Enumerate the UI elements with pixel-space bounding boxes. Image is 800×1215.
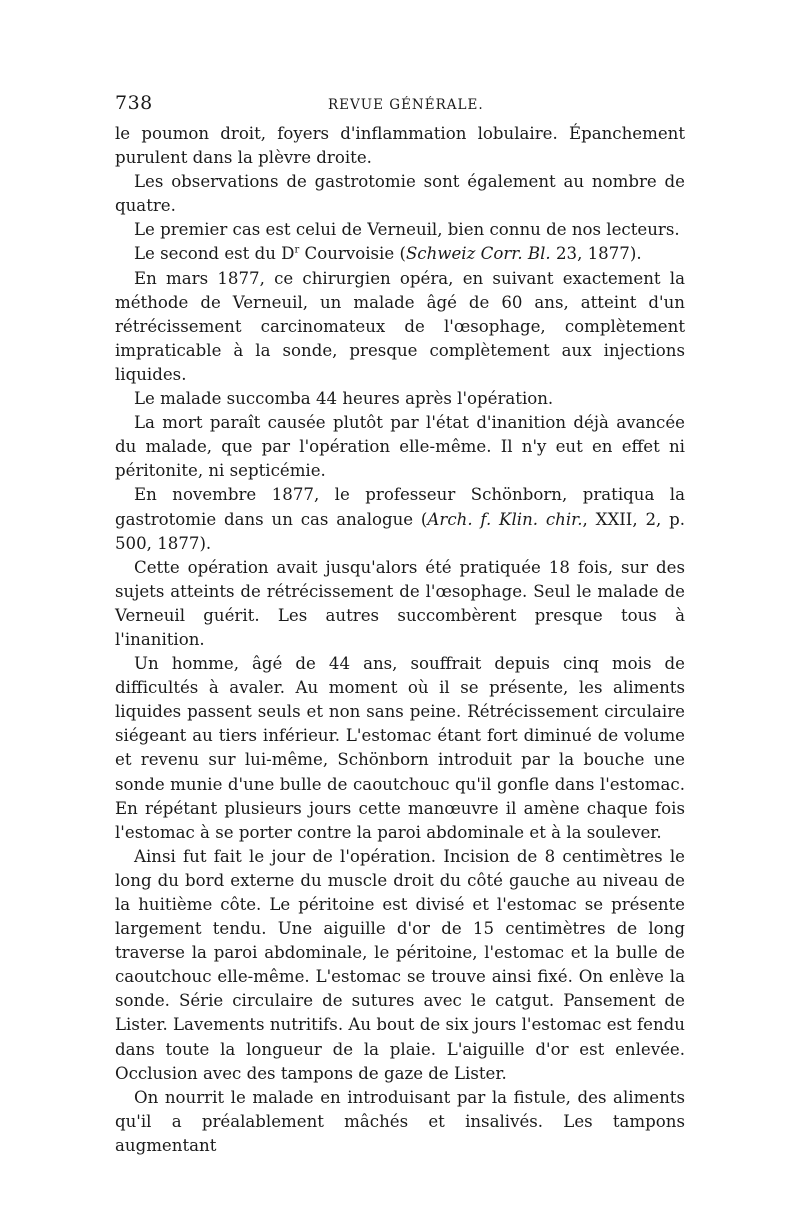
paragraph-7: La mort paraît causée plutôt par l'état d'inanition déjà avancée du malade, que par l'opération elle-même. Il n'y eut en effet ni péritonite, ni septicémie. [115, 413, 685, 481]
paragraph-10: Un homme, âgé de 44 ans, souffrait depuis cinq mois de difficultés à avaler. Au moment où il se présente, les aliments liquides passent seuls et non sans peine. Rétrécissement circulaire siégeant au tiers inférieur. L'estomac étant fort diminué de volume et revenu sur lui-même, Schönborn introduit par la bouche une sonde munie d'une bulle de caoutchouc qu'il gonfle dans l'estomac. En répétant plusieurs jours cette manœuvre il amène chaque fois l'estomac à se porter contre la paroi abdominale et à la soulever. [115, 654, 685, 842]
paragraph-2: Les observations de gastrotomie sont également au nombre de quatre. [115, 172, 685, 216]
paragraph-12: On nourrit le malade en introduisant par la fistule, des aliments qu'il a préalablement mâchés et insalivés. Les tampons augmentant [115, 1087, 685, 1155]
body-text [115, 122, 685, 1158]
paragraph-9: Cette opération avait jusqu'alors été pratiquée 18 fois, sur des sujets atteints de rétrécissement de l'œsophage. Seul le malade de Verneuil guérit. Les autres succombèrent presque tous à l'inanition. [115, 557, 685, 649]
paragraph-3: Le premier cas est celui de Verneuil, bien connu de nos lecteurs. [134, 220, 680, 240]
document-page [115, 92, 685, 1158]
paragraph-5: En mars 1877, ce chirurgien opéra, en suivant exactement la méthode de Verneuil, un malade âgé de 60 ans, atteint d'un rétrécissement carcinomateux de l'œsophage, complètement impraticable à la sonde, presque complètement aux injections liquides. [115, 268, 685, 384]
paragraph-6: Le malade succomba 44 heures après l'opération. [134, 389, 554, 409]
citation-journal: Arch. f. Klin. chir. [427, 509, 583, 529]
page-number: 738 [115, 92, 153, 114]
citation-journal: Schweiz Corr. Bl. [405, 244, 551, 264]
paragraph-11: Ainsi fut fait le jour de l'opération. Incision de 8 centimètres le long du bord externe du muscle droit du côté gauche au niveau de la huitième côte. Le péritoine est divisé et l'estomac se présente largement tendu. Une aiguille d'or de 15 centimètres de long traverse la paroi abdominale, le péritoine, l'estomac et la bulle de caoutchouc elle-même. L'estomac se trouve ainsi fixé. On enlève la sonde. Série circulaire de sutures avec le catgut. Pansement de Lister. Lavements nutritifs. Au bout de six jours l'estomac est fendu dans toute la longueur de la plaie. L'aiguille d'or est enlevée. Occlusion avec des tampons de gaze de Lister. [115, 846, 685, 1083]
paragraph-1: le poumon droit, foyers d'inflammation lobulaire. Épanchement purulent dans la plèvre droite. [115, 124, 685, 168]
running-title: REVUE GÉNÉRALE. [328, 97, 484, 113]
paragraph-4: Le second est du $D^r$ Courvoisie (Schweiz Corr. Bl. 23, 1877). [134, 244, 642, 264]
superscript-r: r [294, 244, 300, 256]
running-head [115, 92, 685, 122]
paragraph-8: En novembre 1877, le professeur Schönborn, pratiqua la gastrotomie dans un cas analogue (Arch. f. Klin. chir., XXII, 2, p. 500, 1877). [115, 485, 686, 553]
